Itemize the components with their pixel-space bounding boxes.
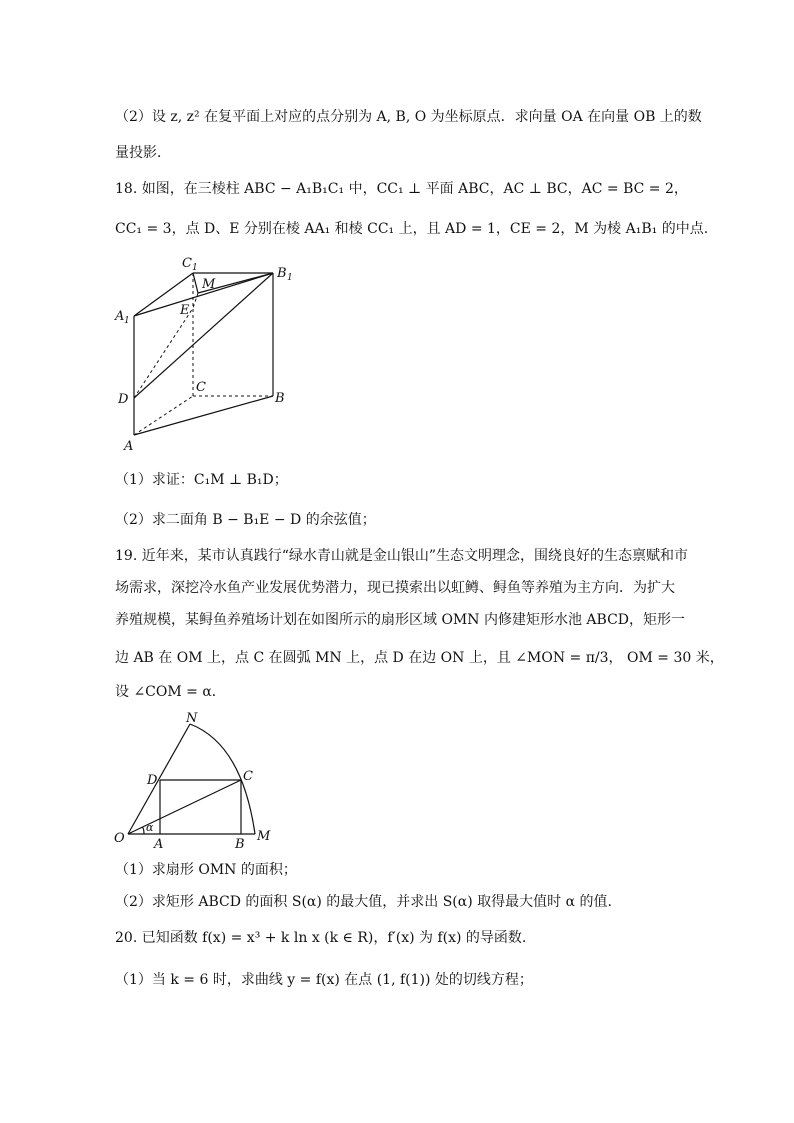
q19-stem-line2: 场需求，深挖冷水鱼产业发展优势潜力，现已摸索出以虹鳟、鲟鱼等养殖为主方向．为扩大 [115,580,675,596]
label-D: D [118,392,129,407]
q17-part2-line1: （2）设 z, z² 在复平面上对应的点分别为 A, B, O 为坐标原点．求向量 OA 在向量 OB 上的数 [115,109,702,125]
q18-stem-line2: CC₁ = 3，点 D、E 分别在棱 AA₁ 和棱 CC₁ 上，且 AD = 1，CE = 2，M 为棱 A₁B₁ 的中点. [115,221,709,237]
q19-part2: （2）求矩形 ABCD 的面积 S(α) 的最大值，并求出 S(α) 取得最大值时 α 的值. [115,894,612,910]
q20-stem: 20. 已知函数 f(x) = x³ + k ln x (k ∈ R)，f′(x) 为 f(x) 的导函数. [115,930,527,946]
q19-stem-line4: 边 AB 在 OM 上，点 C 在圆弧 MN 上，点 D 在边 ON 上，且 ∠MON = π/3， OM = 30 米， [115,650,724,666]
label-C1-sub: 1 [192,263,198,273]
label-E: E [180,303,190,318]
q18-part1: （1）求证：C₁M ⊥ B₁D； [115,472,288,488]
q18-stem-line1: 18. 如图，在三棱柱 ABC − A₁B₁C₁ 中，CC₁ ⊥ 平面 ABC，AC ⊥ BC，AC = BC = 2， [115,181,688,197]
label-B1: B [277,266,287,281]
label-A: A [124,439,134,454]
label-B: B [275,391,285,406]
label-A1-sub: 1 [124,316,130,326]
sector-label-D: D [147,773,158,788]
label-A1: A [115,309,125,324]
sector-label-A: A [154,837,164,852]
label-M: M [202,277,216,292]
sector-label-O: O [114,831,125,846]
label-C: C [196,380,206,395]
sector-label-M: M [257,829,271,844]
sector-label-C: C [243,769,253,784]
label-C1: C [182,256,192,271]
q19-stem-line1: 19. 近年来，某市认真践行“绿水青山就是金山银山”生态文明理念，围绕良好的生态禀赋和市 [115,548,689,564]
q19-stem-line5: 设 ∠COM = α． [115,684,226,700]
q19-stem-line3: 养殖规模，某鲟鱼养殖场计划在如图所示的扇形区域 OMN 内修建矩形水池 ABCD，矩形一 [115,612,686,628]
sector-label-alpha: α [146,821,154,834]
prism-figure [110,250,310,460]
q17-part2-line2: 量投影． [115,145,171,161]
q20-part1: （1）当 k = 6 时，求曲线 y = f(x) 在点 (1, f(1)) 处的切线方程； [115,972,533,988]
sector-figure [110,710,280,855]
sector-label-B: B [235,837,245,852]
sector-label-N: N [186,711,198,726]
label-B1-sub: 1 [287,273,293,283]
q19-part1: （1）求扇形 OMN 的面积； [115,862,297,878]
q18-part2: （2）求二面角 B − B₁E − D 的余弦值； [115,512,376,528]
